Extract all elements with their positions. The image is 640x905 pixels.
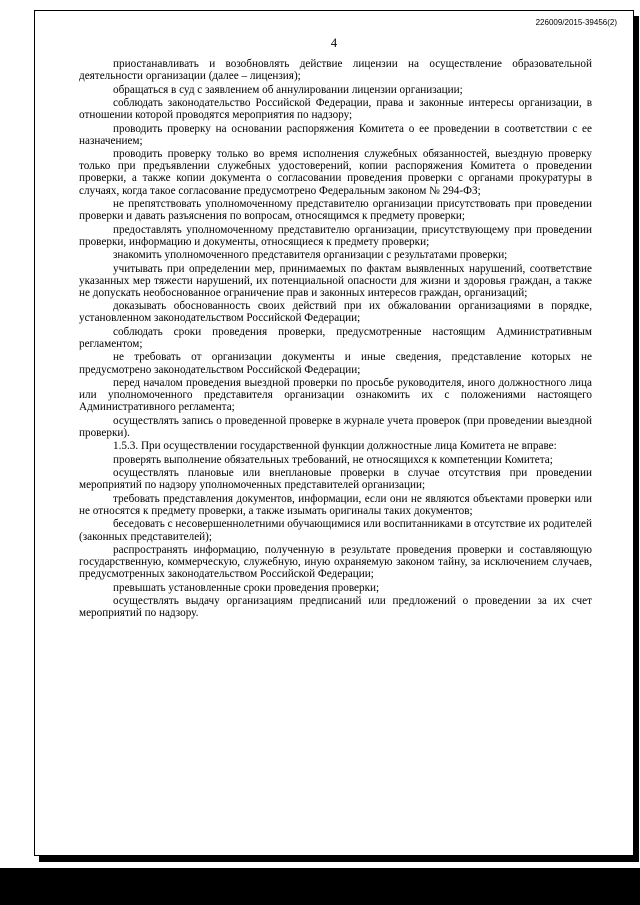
paragraph: учитывать при определении мер, принимаемых по фактам выявленных нарушений, соответствие указанных мер тяжести нарушений, их потенциальной опасности для жизни и здоровья граждан, а также не допускать необоснованное ограничение прав и законных интересов граждан, организаций; — [79, 262, 592, 299]
paragraph: распространять информацию, полученную в результате проведения проверки и составляющую государственную, коммерческую, служебную, иную охраняемую законом тайну, за исключением случаев, предусмотренных законодательством Российской Федерации; — [79, 543, 592, 581]
paragraph: осуществлять запись о проведенной проверке в журнале учета проверок (при проведении выездной проверки). — [79, 414, 592, 439]
paragraph: осуществлять выдачу организациям предписаний или предложений о проведении за их счет мероприятий по надзору. — [79, 595, 592, 620]
document-id: 226009/2015-39456(2) — [535, 18, 617, 27]
paragraph: 1.5.3. При осуществлении государственной функции должностные лица Комитета не вправе: — [113, 440, 557, 453]
paragraph: проводить проверку только во время исполнения служебных обязанностей, выездную проверку только при предъявлении служебных удостоверений, копии распоряжения Комитета о проведении проверки, а также копии документа о согласовании проведения проверки с органами прокуратуры в случаях, когда такое согласование предусмотрено Федеральным законом № 294-ФЗ; — [79, 148, 592, 197]
page-number: 4 — [330, 36, 338, 50]
paragraph: соблюдать законодательство Российской Федерации, права и законные интересы организации, в отношении которой проводятся мероприятия по надзору; — [79, 97, 592, 122]
document-page — [34, 10, 634, 856]
paragraph: предоставлять уполномоченному представителю организации, присутствующему при проведении проверки, информацию и документы, относящиеся к предмету проверки; — [79, 223, 592, 248]
paragraph: соблюдать сроки проведения проверки, предусмотренные настоящим Административным регламентом; — [79, 325, 592, 350]
scan-bottom-border — [0, 868, 640, 905]
paragraph: беседовать с несовершеннолетними обучающимися или воспитанниками в отсутствие их родителей (законных представителей); — [79, 518, 592, 543]
paragraph: приостанавливать и возобновлять действие лицензии на осуществление образовательной деятельности организации (далее – лицензия); — [79, 58, 592, 83]
paragraph: знакомить уполномоченного представителя организации с результатами проверки; — [113, 249, 508, 262]
paragraph: осуществлять плановые или внеплановые проверки в случае отсутствия при проведении мероприятий по надзору уполномоченных представителей организации; — [79, 467, 592, 492]
paragraph: обращаться в суд с заявлением об аннулировании лицензии организации; — [113, 83, 463, 96]
paragraph: требовать представления документов, информации, если они не являются объектами проверки или не относятся к предмету проверки, а также изымать оригиналы таких документов; — [79, 492, 592, 517]
paragraph: проверять выполнение обязательных требований, не относящихся к компетенции Комитета; — [113, 453, 553, 466]
paragraph: перед началом проведения выездной проверки по просьбе руководителя, иного должностного лица или уполномоченного представителя организации ознакомить их с положениями настоящего Административного регламента; — [79, 377, 592, 414]
paragraph: не требовать от организации документы и иные сведения, представление которых не предусмотрено законодательством Российской Федерации; — [79, 351, 592, 376]
paragraph: превышать установленные сроки проведения проверки; — [113, 581, 380, 594]
document-body — [79, 58, 592, 621]
paragraph: проводить проверку на основании распоряжения Комитета о ее проведении в соответствии с ее назначением; — [79, 122, 592, 147]
paragraph: доказывать обоснованность своих действий при их обжаловании организациями в порядке, установленном законодательством Российской Федерации; — [79, 300, 592, 325]
paragraph: не препятствовать уполномоченному представителю организации присутствовать при проведении проверки и давать разъяснения по вопросам, относящимся к предмету проверки; — [79, 197, 592, 223]
